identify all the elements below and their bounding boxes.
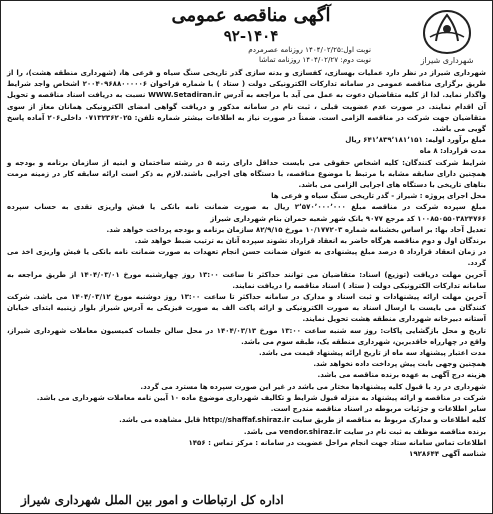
logo-caption: شهرداری شیراز — [420, 56, 474, 65]
shiraz-municipality-logo — [414, 7, 480, 69]
paragraph: تعدیل آحاد بها: بر اساس بخشنامه شماره ۱۰/۱۷۷۲۰۳ مورخ ۸۲/۹/۱۵ سازمان برنامه و بودجه پرداخت خواهد شد. — [106, 224, 486, 234]
notice-number: ۹۲-۱۴۰۴ — [223, 27, 279, 45]
paragraph: برنده مناقصه موظف به ثبت نام در سایت vendor.shiraz.ir می باشد. — [243, 426, 486, 436]
paragraph: اطلاعات تماس سامانه ستاد جهت انجام مراحل عضویت در سامانه : مرکز تماس : ۱۴۵۶ — [188, 437, 486, 447]
paragraph: شرکت در مناقصه و ارائه پیشنهاد به منزله قبول شرایط و تکالیف شهرداری موضوع ماده ۱۰ آیین نامه معاملات شهرداری می باشد. — [36, 392, 486, 402]
notice-title: آگهی مناقصه عمومی — [171, 5, 331, 26]
issuer-signature: اداره کل ارتباطات و امور بین الملل شهرداری شیراز — [21, 493, 284, 507]
paragraph: شناسه آگهی ۱۹۲۸۶۴۴ — [409, 448, 486, 458]
paragraph: شهرداری شیراز در نظر دارد عملیات بهسازی، کفسازی و بدنه سازی گذر تاریخی سنگ سیاه و فرعی ها، (شهرداری منطقه هشت)، را از طریق برگزاری مناقصه عمومی در سامانه تدارکات الکترونیکی دولت ( ستاد ) با شماره فراخوان ۲۰۰۴۰۹۶۸۸۰۰۰۰۰۶ اشخاص واجد شرایط واگذار نماید. لذا از کلیه متقاضیان دعوت به عمل می آید با مراجعه به آدرس WWW.Setadiran.ir نسبت به دریافت اسناد مناقصه و تحویل آن اقدام نمایند. در صورت عدم عضویت قبلی ، ثبت نام در سامانه مذکور و دریافت گواهی امضای الکترونیکی همانان معاز از سوی متقاضیان جهت شرکت در مناقصه الزامی است. ضمناً در صورت نیاز به اطلاعات بیشتر شماره تلفن: ۰۷۱۳۲۳۶۲۰۲۵ داخلی۲۰۶ آماده پاسخ گویی می باشد. — [7, 68, 487, 134]
paragraph: سایر اطلاعات و جزئیات مربوطه در اسناد مناقصه مندرج است. — [270, 404, 486, 414]
paragraph: آخرین مهلت دریافت (توزیع) اسناد: متقاضیان می توانند حداکثر تا ساعت ۱۳:۰۰ روز چهارشنبه مورخ ۱۴۰۴/۰۳/۰۱ از طریق مراجعه به سامانه تدارکات الکترونیکی دولت ( ستاد ) اسناد مناقصه را دریافت نمایند. — [7, 269, 486, 290]
paragraph: مدت قرارداد: ۸ ماه — [419, 146, 486, 156]
first-publication: نوبت اول:۱۴۰۴/۰۲/۲۵ روزنامه عصرمردم — [248, 45, 371, 54]
paragraph: شهرداری در رد یا قبول کلیه پیشنهادها مختار می باشد در غیر این صورت سپرده ها مسترد می گردد. — [140, 381, 486, 391]
paragraph: آخرین مهلت ارائه پیشنهادات و ثبت اسناد و مدارک در سامانه حداکثر تا ساعت ۱۳:۰۰ روز دوشنبه مورخ ۱۴۰۴/۰۳/۱۲ می باشد. شرکت کنندگان می بایست با ارسال اسناد به صورت الکترونیکی و ارائه پاکت الف به صورت فیزیکی به آدرس شیراز بلوار زینبیه ابتدای خیابان آستانه دبیرخانه شهرداری منطقه هشت تحویل نمایند. — [7, 292, 486, 324]
paragraph: تاریخ و محل بازگشایی پاکات: روز سه شنبه ساعت ۱۳:۰۰ مورخ ۱۴۰۴/۰۳/۱۳ در محل سالن جلسات کمیسیون معاملات شهرداری شیراز، واقع در چهارراه خاقدبرین، شهرداری منطقه یک، طبقه سوم می باشد. — [7, 325, 486, 346]
paragraph: مدت اعتبار پیشنهاد سه ماه از تاریخ ارائه پیشنهاد قیمت می باشد. — [258, 348, 486, 358]
publication-dates — [171, 45, 371, 65]
paragraph: کلیه اطلاعات و مدارک مربوط به مناقصه از طریق سایت http://shaffaf.shiraz.ir قابل مشاهده می باشد. — [119, 415, 486, 425]
paragraph: هزینه درج آگهی به عهده برنده مناقصه می باشد. — [317, 370, 486, 380]
paragraph: در زمان انعقاد قرارداد ۵ درصد مبلغ پیشنهادی به عنوان ضمانت حسن انجام تعهدات به صورت ضمانت نامه بانکی یا فیش واریزی اخذ می گردد. — [7, 247, 486, 268]
paragraph: مبلغ سپرده شرکت در مناقصه مبلغ ۲٬۵۷۰٬۰۰۰٬۰۰۰ ریال به صورت ضمانت نامه بانکی یا فیش واریزی نقدی به حساب سپرده ۱۰۰۸۵۰۵۵۰۳۸۲۴۷۶۶ کد مرجع ۹۰۷۷ بانک شهر شعبه حمران بنام شهرداری شیراز — [7, 202, 486, 223]
paragraph: همچنین وجهی بابت پیش پرداخت داده نخواهد شد. — [313, 359, 486, 369]
title-block — [151, 5, 351, 45]
second-publication: نوبت دوم: ۱۴۰۴/۰۲/۲۷ روزنامه تماشا — [258, 55, 371, 64]
paragraph: شرایط شرکت کنندگان: کلیه اشخاص حقوقی می بایست حداقل دارای رتبه ۵ در رشته ساختمان و ابنیه از سازمان برنامه و بودجه و همچنین دارای سابقه مشابه با مرتبط با موضوع مناقصه، با دستگاه های اجرایی باشند.لازم به ذکر است ارائه سابقه کار در زمینه مرمت بناهای تاریخی با دستگاه های اجرایی الزامی می باشد. — [7, 157, 486, 190]
logo-emblem-icon — [414, 7, 480, 55]
notice-body — [7, 67, 486, 459]
paragraph: برندگان اول و دوم مناقصه هرگاه حاضر به انعقاد قرارداد نشوند سپرده آنان به ترتیب ضبط خواهد شد. — [134, 236, 486, 246]
paragraph: محل اجرای پروژه : شیراز - گذر تاریخی سنگ سیاه و فرعی ها — [271, 191, 486, 201]
paragraph: مبلغ برآورد اولیه: ۶۴۱٬۸۳۹٬۱۸۱٬۱۵۱ ریال — [345, 135, 486, 145]
